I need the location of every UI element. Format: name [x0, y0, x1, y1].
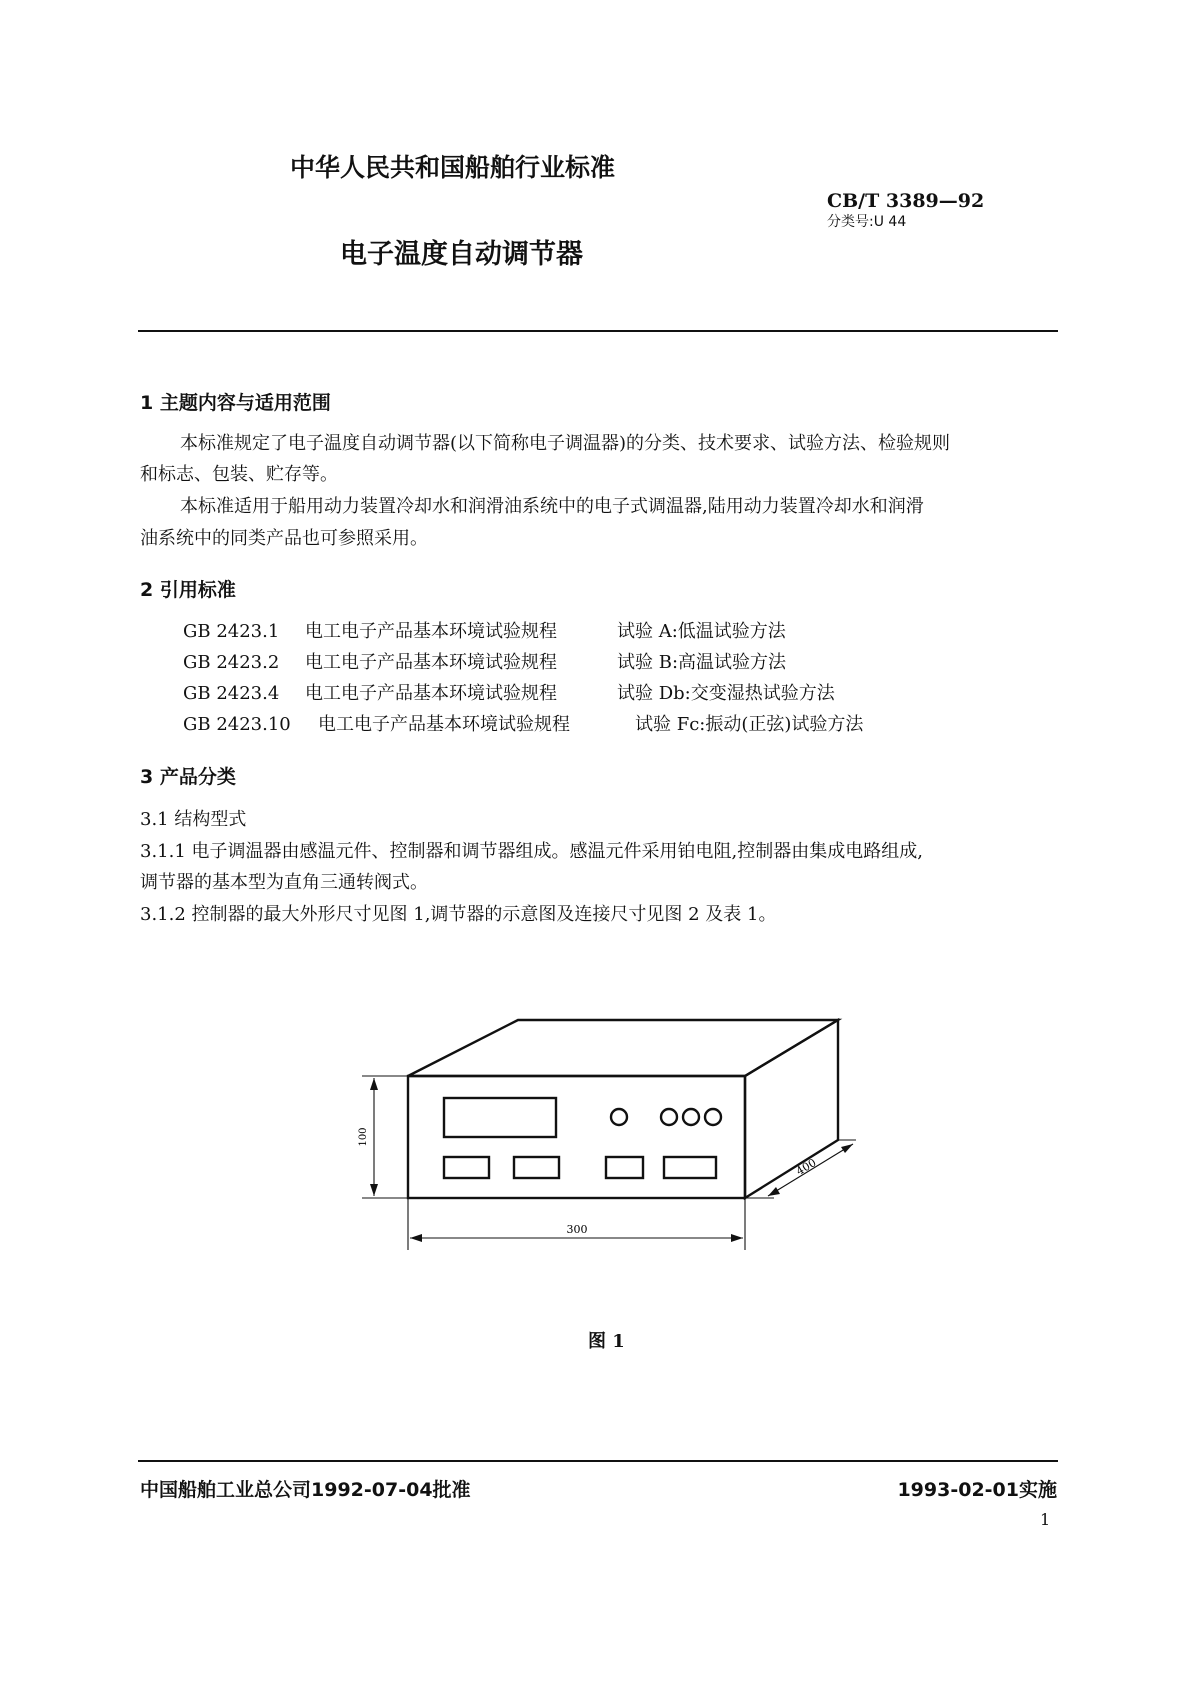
reference-test: 试验 A:低温试验方法: [617, 621, 786, 642]
reference-code: GB 2423.4: [183, 683, 280, 704]
display-window: [444, 1098, 556, 1137]
reference-name: 电工电子产品基本环境试验规程: [305, 621, 557, 642]
section-1-paragraph-2-line-2: 油系统中的同类产品也可参照采用。: [140, 528, 428, 549]
section-2-heading: 2 引用标准: [140, 579, 236, 601]
industry-standard-title: 中华人民共和国船舶行业标准: [290, 153, 616, 182]
dimension-height-label: 100: [358, 1127, 369, 1147]
header-rule: [138, 330, 1058, 332]
figure-1-controller-drawing: [340, 1010, 880, 1270]
section-1-paragraph-2-line-1: 本标准适用于船用动力装置冷却水和润滑油系统中的电子式调温器,陆用动力装置冷却水和润滑: [180, 496, 924, 517]
dimension-width-label: 300: [566, 1223, 588, 1236]
indicator-knob: [661, 1109, 677, 1125]
section-1-paragraph-1-line-2: 和标志、包装、贮存等。: [140, 464, 338, 485]
arrowhead: [841, 1144, 853, 1153]
reference-code: GB 2423.2: [183, 652, 280, 673]
section-3-1-1-line-1: 3.1.1 电子调温器由感温元件、控制器和调节器组成。感温元件采用铂电阻,控制器由集成电路组成,: [140, 841, 923, 862]
section-1-heading: 1 主题内容与适用范围: [140, 392, 331, 414]
reference-test: 试验 B:高温试验方法: [617, 652, 787, 673]
section-3-1-2-text: 3.1.2 控制器的最大外形尺寸见图 1,调节器的示意图及连接尺寸见图 2 及表 1。: [140, 904, 777, 925]
section-3-1-heading: 3.1 结构型式: [140, 809, 247, 830]
box-side-face: [745, 1020, 838, 1198]
arrowhead: [731, 1234, 743, 1242]
dimension-depth-label: 400: [793, 1156, 819, 1178]
footer-rule: [138, 1460, 1058, 1462]
reference-name: 电工电子产品基本环境试验规程: [305, 652, 557, 673]
arrowhead: [410, 1234, 422, 1242]
arrowhead: [370, 1184, 378, 1196]
panel-button: [444, 1157, 489, 1178]
arrowhead: [768, 1187, 780, 1196]
reference-code: GB 2423.1: [183, 621, 280, 642]
section-1-paragraph-1-line-1: 本标准规定了电子温度自动调节器(以下简称电子调温器)的分类、技术要求、试验方法、检验规则: [180, 433, 951, 454]
panel-button: [606, 1157, 643, 1178]
effective-date: 1993-02-01实施: [897, 1479, 1057, 1501]
reference-code: GB 2423.10: [183, 714, 291, 735]
section-3-heading: 3 产品分类: [140, 766, 236, 788]
reference-name: 电工电子产品基本环境试验规程: [318, 714, 570, 735]
section-3-1-1-line-2: 调节器的基本型为直角三通转阀式。: [140, 872, 428, 893]
arrowhead: [370, 1078, 378, 1090]
reference-test: 试验 Fc:振动(正弦)试验方法: [635, 714, 864, 735]
reference-name: 电工电子产品基本环境试验规程: [305, 683, 557, 704]
indicator-knob: [611, 1109, 627, 1125]
figure-caption: 图 1: [588, 1331, 625, 1352]
document-title: 电子温度自动调节器: [340, 239, 583, 270]
page-number: 1: [1040, 1510, 1051, 1529]
standard-number: CB/T 3389—92: [827, 190, 985, 212]
panel-button: [664, 1157, 716, 1178]
classification-number: 分类号:U 44: [827, 214, 907, 230]
panel-button: [514, 1157, 559, 1178]
box-top-face: [408, 1020, 838, 1076]
approval-line: 中国船舶工业总公司1992-07-04批准: [140, 1479, 471, 1501]
indicator-knob: [705, 1109, 721, 1125]
indicator-knob: [683, 1109, 699, 1125]
reference-test: 试验 Db:交变湿热试验方法: [617, 683, 835, 704]
